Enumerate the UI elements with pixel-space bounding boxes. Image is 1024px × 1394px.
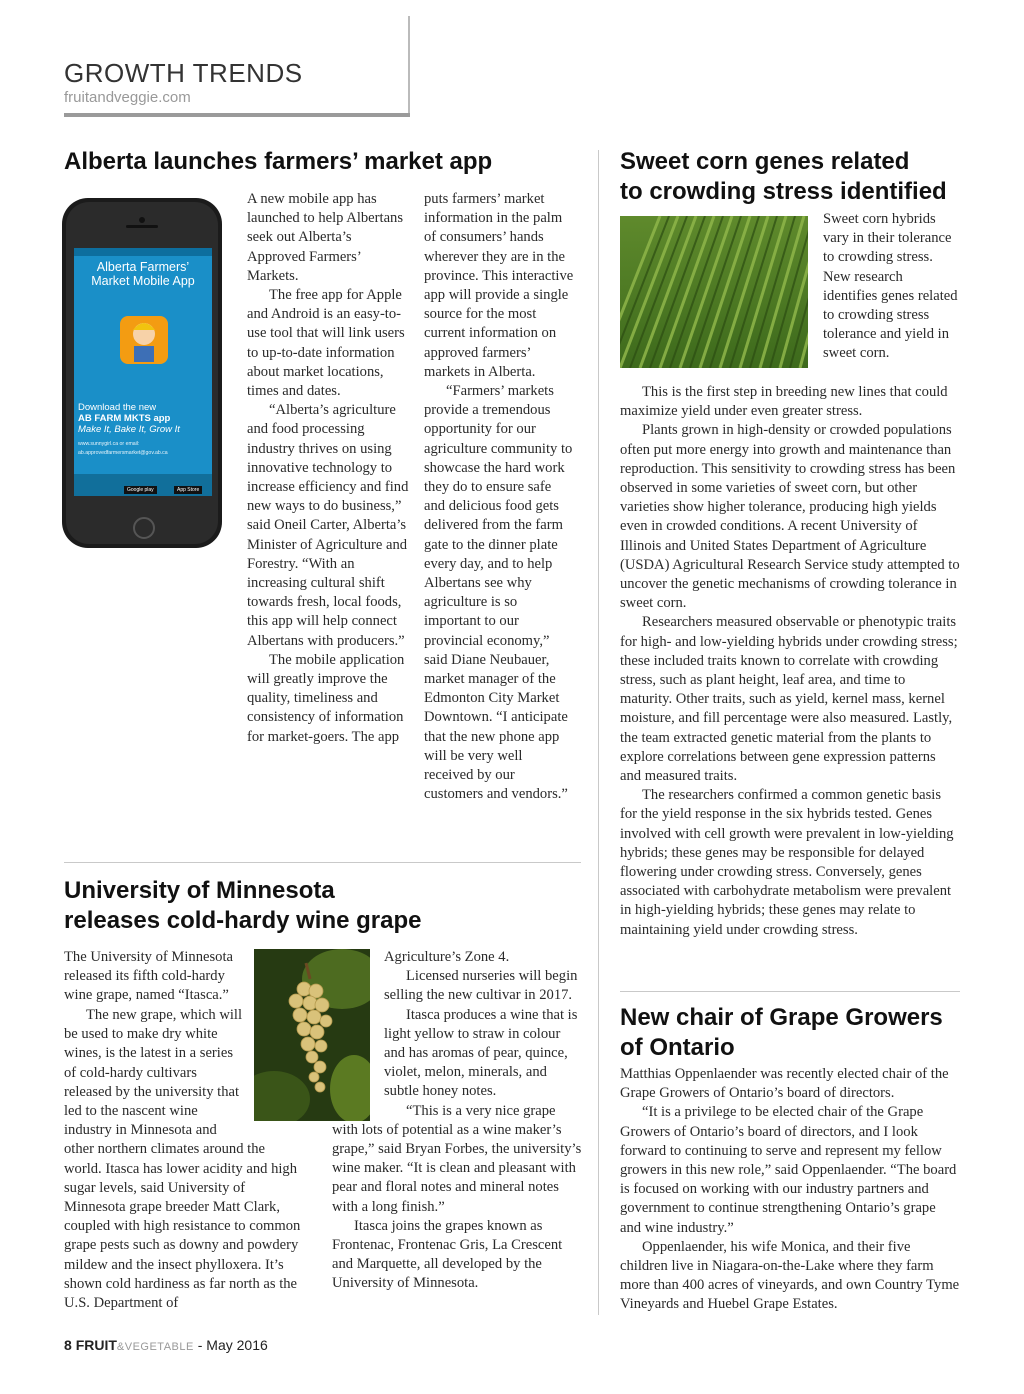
corn-field-image [620,216,808,368]
google-play-badge: Google play [124,486,157,494]
grapegrowers-body [620,1065,960,1315]
minnesota-paragraph: Itasca joins the grapes known as Frontenac, Frontenac Gris, La Crescent and Marquette, all developed by the University of Minnesota. [332,1217,563,1292]
alberta-headline: Alberta launches farmers’ market app [64,148,493,175]
alberta-column-1 [247,190,409,747]
app-store-badge: App Store [174,486,202,494]
header-divider-vertical [408,16,410,116]
grapegrowers-paragraph: Oppenlaender, his wife Monica, and their five children live in Niagara-on-the-Lake where they farm more than 400 acres of vineyards, and own Country Tyme Vineyards and Huebel Grape Estates. [620,1238,960,1313]
page-footer [64,1337,268,1353]
minnesota-paragraph: Licensed nurseries will begin selling the new cultivar in 2017. [384,968,578,1004]
minnesota-paragraph: Itasca produces a wine that is light yellow to straw in colour and has aromas of pear, quince, violet, melon, minerals, and subtle honey notes. [384,1006,578,1100]
minnesota-paragraph: The University of Minnesota released its fifth cold-hardy wine grape, named “Itasca.” [64,949,234,1004]
alberta-paragraph: The mobile application will greatly improve the quality, timeliness and consistency of information for market-goers. The app [247,651,405,745]
minnesota-column-2 [332,948,582,1294]
sweetcorn-intro-text: Sweet corn hybrids vary in their tolerance to crowding stress. New research identifies genes related to crowding stress tolerance and yield in sweet corn. [823,211,958,362]
grapegrowers-paragraph: Matthias Oppenlaender was recently elected chair of the Grape Growers of Ontario’s board of directors. [620,1066,949,1102]
grapegrowers-headline-line1: New chair of Grape Growers [620,1004,943,1031]
grapegrowers-headline-line2: of Ontario [620,1034,735,1061]
alberta-paragraph: puts farmers’ market information in the palm of consumers’ hands wherever they are in the province. This interactive app will provide a single source for the most current information on approved farmers’ markets in Alberta. [424,191,574,380]
alberta-bottom-rule [64,862,581,863]
sweetcorn-headline-line1: Sweet corn genes related [620,148,910,175]
sweetcorn-headline-line2: to crowding stress identified [620,178,947,205]
phone-image [60,196,226,552]
alberta-paragraph: “Alberta’s agriculture and food processing industry thrives on using innovative technology to increase efficiency and find new ways to do business,” said Oneil Carter, Alberta’s Minister of Agriculture and Forestry. “With an increasing cultural shift towards fresh, local foods, this app will help connect Albertans with producers.” [247,402,409,649]
phone-contact-email: ab.approvedfarmersmarket@gov.ab.ca [78,450,168,456]
minnesota-column-1 [64,1006,304,1313]
minnesota-paragraph: Agriculture’s Zone 4. [384,949,510,965]
minnesota-paragraph: The new grape, which will be used to make dry white wines, is the latest in a series of cold-hardy cultivars released by the university that led to the nascent wine industry in Minnesota and other northern climates around the world. Itasca has lower acidity and high sugar levels, said University of Minnesota grape breeder Matt Clark, coupled with high resistance to common grape pests such as downy and powdery mildew and the insect phylloxera. It’s shown cold hardiness as far north as the U.S. Department of [64,1007,301,1312]
phone-contact [78,440,212,458]
alberta-paragraph: The free app for Apple and Android is an easy-to-use tool that will link users to up-to-date information about market locations, times and dates. [247,287,405,400]
sweetcorn-paragraph: Researchers measured observable or phenotypic traits for high- and low-yielding hybrids under crowding stress; these included traits known to correlate with crowding stress, such as plant height, leaf area, and time to maturity. Other traits, such as yield, kernel mass, kernel moisture, and fill percentage were also measured. Lastly, the team extracted genetic material from the plants to explore correlations between gene expression patterns and measured traits. [620,614,958,785]
alberta-paragraph: A new mobile app has launched to help Albertans seek out Alberta’s Approved Farmers’ Markets. [247,191,404,284]
minnesota-headline-line1: University of Minnesota [64,877,335,904]
alberta-paragraph: “Farmers’ markets provide a tremendous opportunity for our agriculture community to showcase the hard work they do to ensure safe and delicious food gets delivered from the farm gate to the dinner plate every day, and to help Albertans see why agriculture is so important to our provincial economy,” said Diane Neubauer, market manager of the Edmonton City Market Downtown. “I anticipate that the new phone app will be very well received by our customers and vendors.” [424,383,573,803]
minnesota-headline [64,876,421,936]
phone-download: Download the new [78,402,157,413]
alberta-column-2 [424,190,574,805]
sweetcorn-paragraph: This is the first step in breeding new lines that could maximize yield under even greater stress. [620,384,948,420]
site-url: fruitandveggie.com [64,89,191,106]
phone-app-title: Alberta Farmers’ Market Mobile App [91,260,195,288]
phone-contact-web: www.sunnygirl.ca or email: [78,441,140,447]
phone-app-name: AB FARM MKTS app [78,413,171,424]
minnesota-column-1-top [64,948,250,1006]
sweetcorn-paragraph: Plants grown in high-density or crowded populations often put more energy into growth and maintenance than reproduction. This sensitivity to crowding stress has been observed in some varieties of sweet corn, but other varieties show higher tolerance, producing high yields even in crowded conditions. A recent University of Illinois and United States Department of Agriculture (USDA) Agricultural Research Service study attempted to uncover the genetic mechanisms of crowding tolerance in sweet corn. [620,422,960,612]
sweetcorn-headline [620,147,947,207]
section-title: GROWTH TRENDS [64,58,303,88]
page-number: 8 [64,1337,72,1353]
phone-download-text [78,402,180,435]
minnesota-paragraph: “This is a very nice grape with lots of potential as a wine maker’s grape,” said Bryan Forbes, the university’s wine maker. “It is clean and pleasant with pear and floral notes and mineral notes with a long finish.” [332,1102,582,1215]
phone-tagline: Make It, Bake It, Grow It [78,424,180,435]
header-divider-horizontal [64,113,410,117]
grapegrowers-headline [620,1003,943,1063]
sweetcorn-bottom-rule [620,991,960,992]
minnesota-headline-line2: releases cold-hardy wine grape [64,907,422,934]
sweetcorn-body [620,383,960,940]
issue-date: - May 2016 [197,1337,268,1353]
magazine-name-fruit: FRUIT [75,1337,117,1353]
magazine-name-vegetable: &VEGETABLE [116,1341,194,1353]
sweetcorn-intro [823,210,959,364]
grapegrowers-paragraph: “It is a privilege to be elected chair of the Grape Growers of Ontario’s board of directors, and I look forward to continuing to serve and represent my fellow growers in this new role,” said Oppenlaender. “The board is focused on working with our industry partners and government to continue strengthening Ontario’s grape and wine industry.” [620,1104,957,1236]
column-divider [598,150,599,1315]
sweetcorn-paragraph: The researchers confirmed a common genetic basis for the yield response in the six hybrids tested. Genes involved with cell growth were prevalent in low-yielding hybrids; these genes may be responsible for delayed flowering under crowding stress. Conversely, genes associated with carbohydrate metabolism were prevalent in high-yielding hybrids; these genes may relate to maintaining yield under crowding stress. [620,787,954,938]
